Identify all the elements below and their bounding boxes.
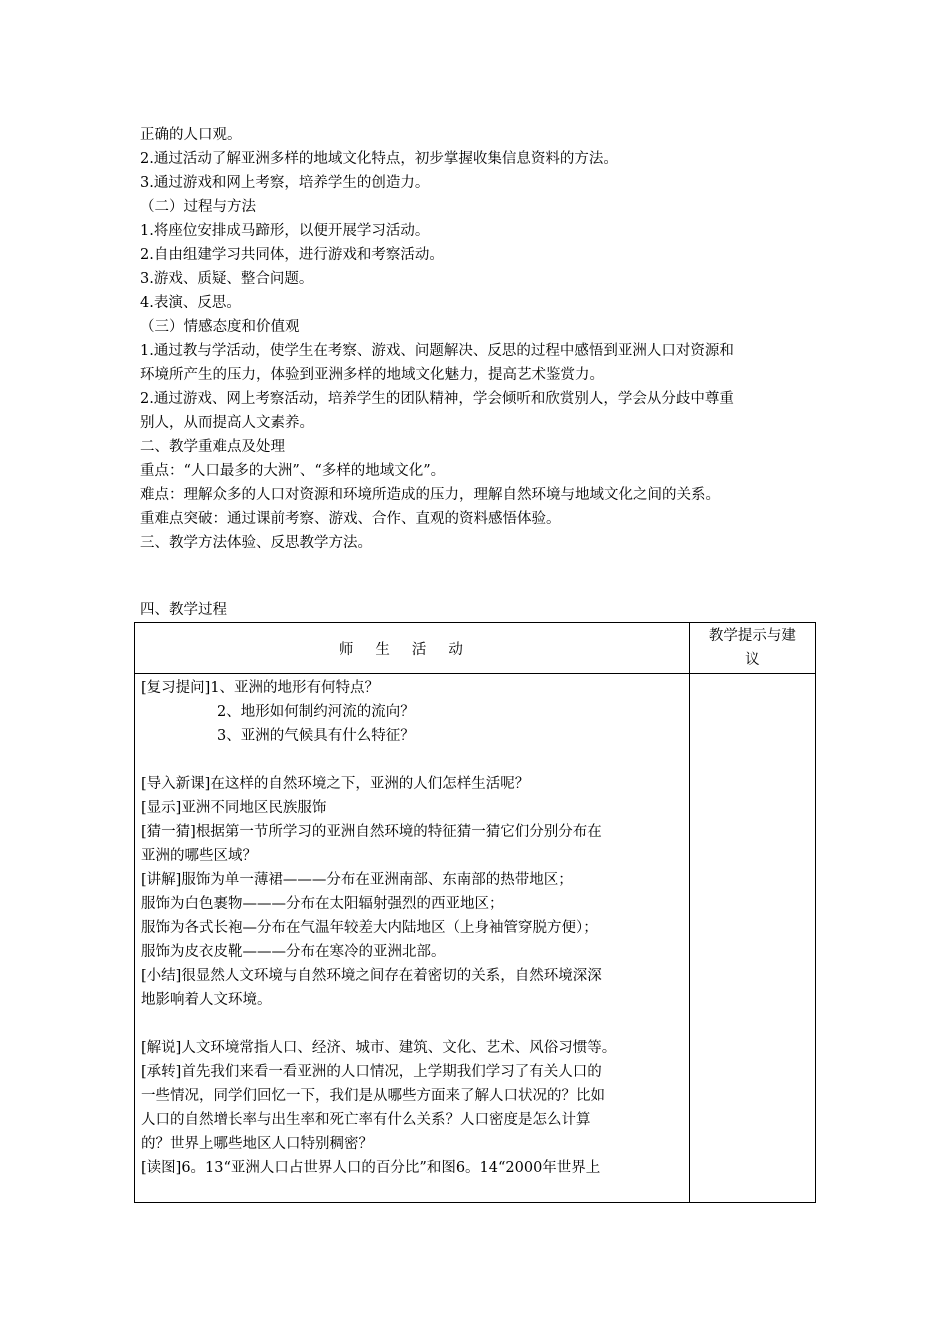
tips-content-cell [689,674,815,1203]
activity-line: [复习提问]1、亚洲的地形有何特点？ [141,680,380,696]
activity-line: [猜一猜]根据第一节所学习的亚洲自然环境的特征猜一猜它们分别分布在 [141,824,602,840]
intro-line: 环境所产生的压力，体验到亚洲多样的地域文化魅力，提高艺术鉴赏力。 [140,367,604,383]
activity-line: 地影响着人文环境。 [141,992,272,1008]
intro-line: 1.将座位安排成马蹄形，以便开展学习活动。 [140,223,430,239]
intro-line: （二）过程与方法 [140,199,256,215]
intro-line: 重难点突破：通过课前考察、游戏、合作、直观的资料感悟体验。 [140,511,561,527]
activity-line: 一些情况，同学们回忆一下，我们是从哪些方面来了解人口状况的？比如 [141,1088,605,1104]
intro-line: 2.自由组建学习共同体，进行游戏和考察活动。 [140,247,444,263]
intro-line: 三、教学方法体验、反思教学方法。 [140,535,372,551]
intro-line: 2.通过活动了解亚洲多样的地域文化特点，初步掌握收集信息资料的方法。 [140,151,618,167]
activity-content-cell [135,674,690,1203]
activity-line: [导入新课]在这样的自然环境之下，亚洲的人们怎样生活呢？ [141,776,530,792]
activity-line: [讲解]服饰为单一薄裙———分布在亚洲南部、东南部的热带地区； [141,872,573,888]
intro-line: 重点：“人口最多的大洲”、“多样的地域文化”。 [140,463,446,479]
header-teacher-student-activity: 师生活动 [135,623,690,674]
table-header-row [135,623,816,674]
activity-line: [承转]首先我们来看一看亚洲的人口情况，上学期我们学习了有关人口的 [141,1064,602,1080]
intro-line: 4.表演、反思。 [140,295,241,311]
activity-line: 3、亚洲的气候具有什么特征？ [217,728,415,744]
intro-line: 2.通过游戏、网上考察活动，培养学生的团队精神，学会倾听和欣赏别人，学会从分歧中尊重 [140,391,734,407]
activity-line: 2、地形如何制约河流的流向？ [217,704,415,720]
activity-line: [解说]人文环境常指人口、经济、城市、建筑、文化、艺术、风俗习惯等。 [141,1040,617,1056]
intro-text-block [140,123,820,555]
intro-line: 难点：理解众多的人口对资源和环境所造成的压力，理解自然环境与地域文化之间的关系。 [140,487,720,503]
activity-line: 服饰为皮衣皮靴———分布在寒冷的亚洲北部。 [141,944,446,960]
intro-line: 别人，从而提高人文素养。 [140,415,314,431]
table-body-row [135,674,816,1203]
activity-line: 亚洲的哪些区域？ [141,848,257,864]
header-tips-line-1: 教学提示与建 [708,628,796,644]
intro-line: 1.通过教与学活动，使学生在考察、游戏、问题解决、反思的过程中感悟到亚洲人口对资源和 [140,343,734,359]
activity-line: 的？世界上哪些地区人口特别稠密？ [141,1136,373,1152]
activity-line: 人口的自然增长率与出生率和死亡率有什么关系？人口密度是怎么计算 [141,1112,591,1128]
intro-line: 二、教学重难点及处理 [140,439,285,455]
activity-line: [显示]亚洲不同地区民族服饰 [141,800,327,816]
intro-line: （三）情感态度和价值观 [140,319,300,335]
intro-line: 3.通过游戏和网上考察，培养学生的创造力。 [140,175,430,191]
blank-line [141,1012,683,1036]
activity-line: 服饰为白色裹物———分布在太阳辐射强烈的西亚地区； [141,896,504,912]
blank-line [141,748,683,772]
activity-line: [读图]6。13“亚洲人口占世界人口的百分比”和图6。14“2000年世界上 [141,1160,601,1176]
activity-line: [小结]很显然人文环境与自然环境之间存在着密切的关系，自然环境深深 [141,968,602,984]
activity-line: 服饰为各式长袍—分布在气温年较差大内陆地区（上身袖管穿脱方便）； [141,920,598,936]
header-tips-line-2: 议 [745,652,760,668]
section-four-title: 四、教学过程 [140,602,227,618]
teaching-process-table [134,622,816,1203]
intro-line: 正确的人口观。 [140,127,242,143]
header-teaching-tips [689,623,815,674]
intro-line: 3.游戏、质疑、整合问题。 [140,271,314,287]
